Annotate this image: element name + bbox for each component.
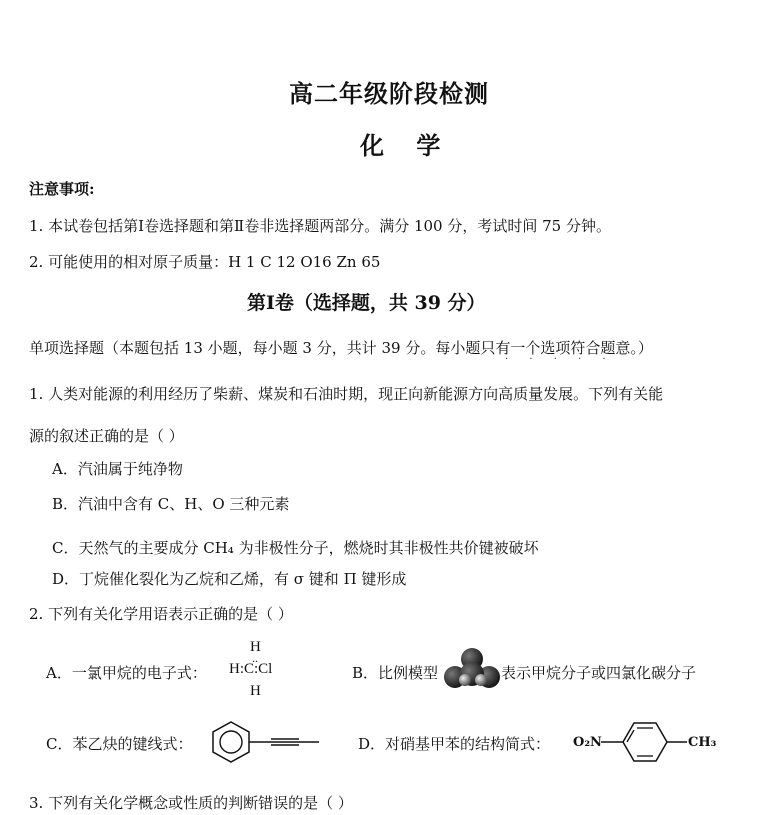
q1-option-a: A．汽油属于纯净物 — [52, 460, 183, 478]
section-instruction: 单项选择题（本题包括 13 小题，每小题 3 分，共计 39 分。每小题只有一个选项符合题意。） — [29, 339, 653, 357]
q1-stem-line2: 源的叙述正确的是（ ） — [29, 427, 184, 445]
q1-option-c: C．天然气的主要成分 CH₄ 为非极性分子，燃烧时其非极性共价键被破坏 — [52, 539, 539, 557]
q1-option-d: D．丁烷催化裂化为乙烷和乙烯，有 σ 键和 Π 键形成 — [52, 570, 407, 588]
phenylacetylene-structure — [207, 719, 323, 765]
lewis-c-dots: .. — [252, 651, 258, 665]
subject-title: 化 学 — [360, 131, 453, 160]
section-title: 第Ⅰ卷（选择题，共 39 分） — [247, 292, 486, 314]
q2-option-b-label: B．比例模型 — [352, 664, 439, 682]
lewis-structure — [223, 639, 303, 703]
space-filling-model-icon — [443, 647, 501, 691]
q1-option-b: B．汽油中含有 C、H、O 三种元素 — [52, 495, 290, 513]
nitro-group-label: O₂N — [573, 735, 602, 750]
q2-option-c-label: C．苯乙炔的键线式： — [46, 735, 193, 753]
q2-option-d-label: D．对硝基甲苯的结构简式： — [358, 735, 551, 753]
lewis-middle: H:C:Cl — [229, 661, 273, 677]
exam-title: 高二年级阶段检测 — [289, 79, 489, 108]
notes-heading: 注意事项: — [29, 180, 95, 198]
notes-item-2: 2. 可能使用的相对原子质量：H 1 C 12 O16 Zn 65 — [29, 253, 381, 271]
q2-option-b-tail: 表示甲烷分子或四氯化碳分子 — [501, 664, 697, 682]
lewis-top-h: H — [250, 639, 261, 655]
q2-stem: 2. 下列有关化学用语表示正确的是（ ） — [29, 605, 293, 623]
q1-stem-line1: 1. 人类对能源的利用经历了柴薪、煤炭和石油时期，现正向新能源方向高质量发展。下列有关能 — [29, 385, 664, 403]
notes-item-1: 1. 本试卷包括第Ⅰ卷选择题和第Ⅱ卷非选择题两部分。满分 100 分，考试时间 75 分钟。 — [29, 217, 611, 235]
lewis-bottom-h: H — [250, 683, 261, 699]
p-nitrotoluene-ring — [601, 719, 687, 765]
methyl-group-label: CH₃ — [688, 735, 717, 750]
emphasis-dots: · · · · · — [505, 354, 615, 365]
q3-stem: 3. 下列有关化学概念或性质的判断错误的是（ ） — [29, 794, 353, 812]
q2-option-a-label: A．一氯甲烷的电子式： — [46, 664, 207, 682]
